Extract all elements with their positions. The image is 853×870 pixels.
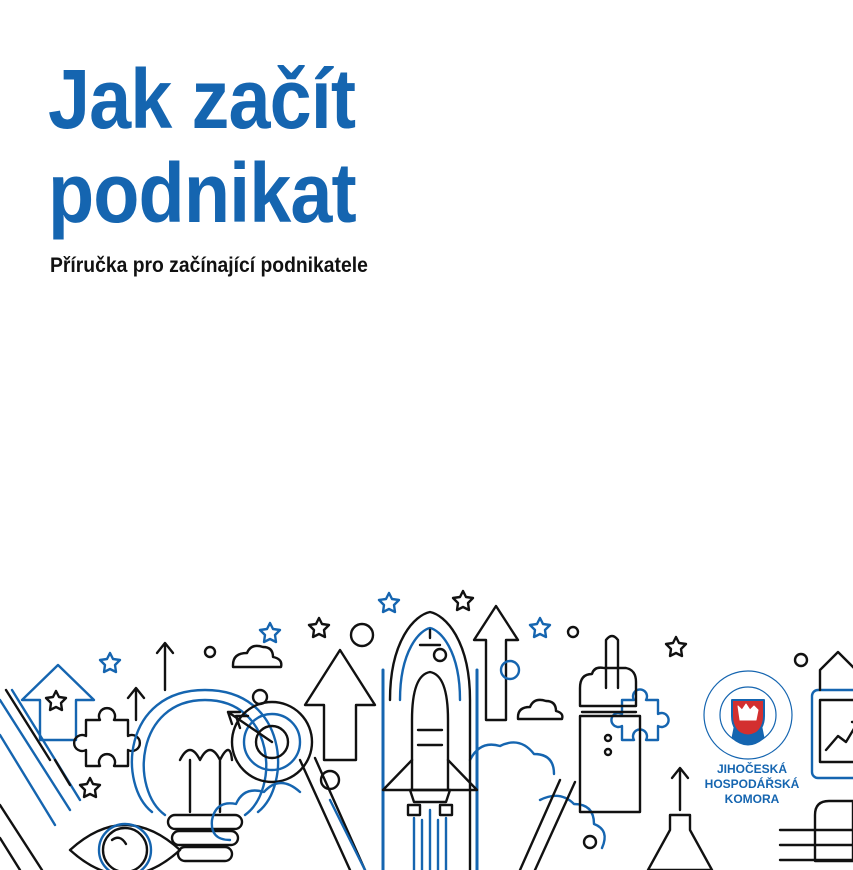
- startup-illustration: [0, 575, 853, 870]
- arrow-up-icon: [22, 665, 94, 740]
- rocket-icon: [383, 612, 477, 870]
- lightbulb-icon: [132, 690, 278, 861]
- page-subtitle: Příručka pro začínající podnikatele: [50, 254, 368, 277]
- logo-name-line-2: HOSPODÁŘSKÁ: [704, 777, 800, 791]
- target-icon: [228, 702, 312, 782]
- tablet-chart-icon: [812, 652, 853, 778]
- logo-seal: [704, 671, 792, 759]
- logo-name: [702, 762, 802, 807]
- title-line-2: podnikat: [48, 146, 356, 240]
- page-title: [48, 52, 356, 240]
- title-line-1: Jak začít: [48, 52, 356, 146]
- logo-name-line-1: JIHOČESKÁ: [716, 762, 787, 776]
- cloud-icon: [212, 646, 605, 848]
- hand-pointing-icon: [580, 636, 640, 812]
- logo-name-line-3: KOMORA: [724, 792, 780, 806]
- ruler-icon: [0, 805, 42, 870]
- eye-icon: [70, 824, 180, 870]
